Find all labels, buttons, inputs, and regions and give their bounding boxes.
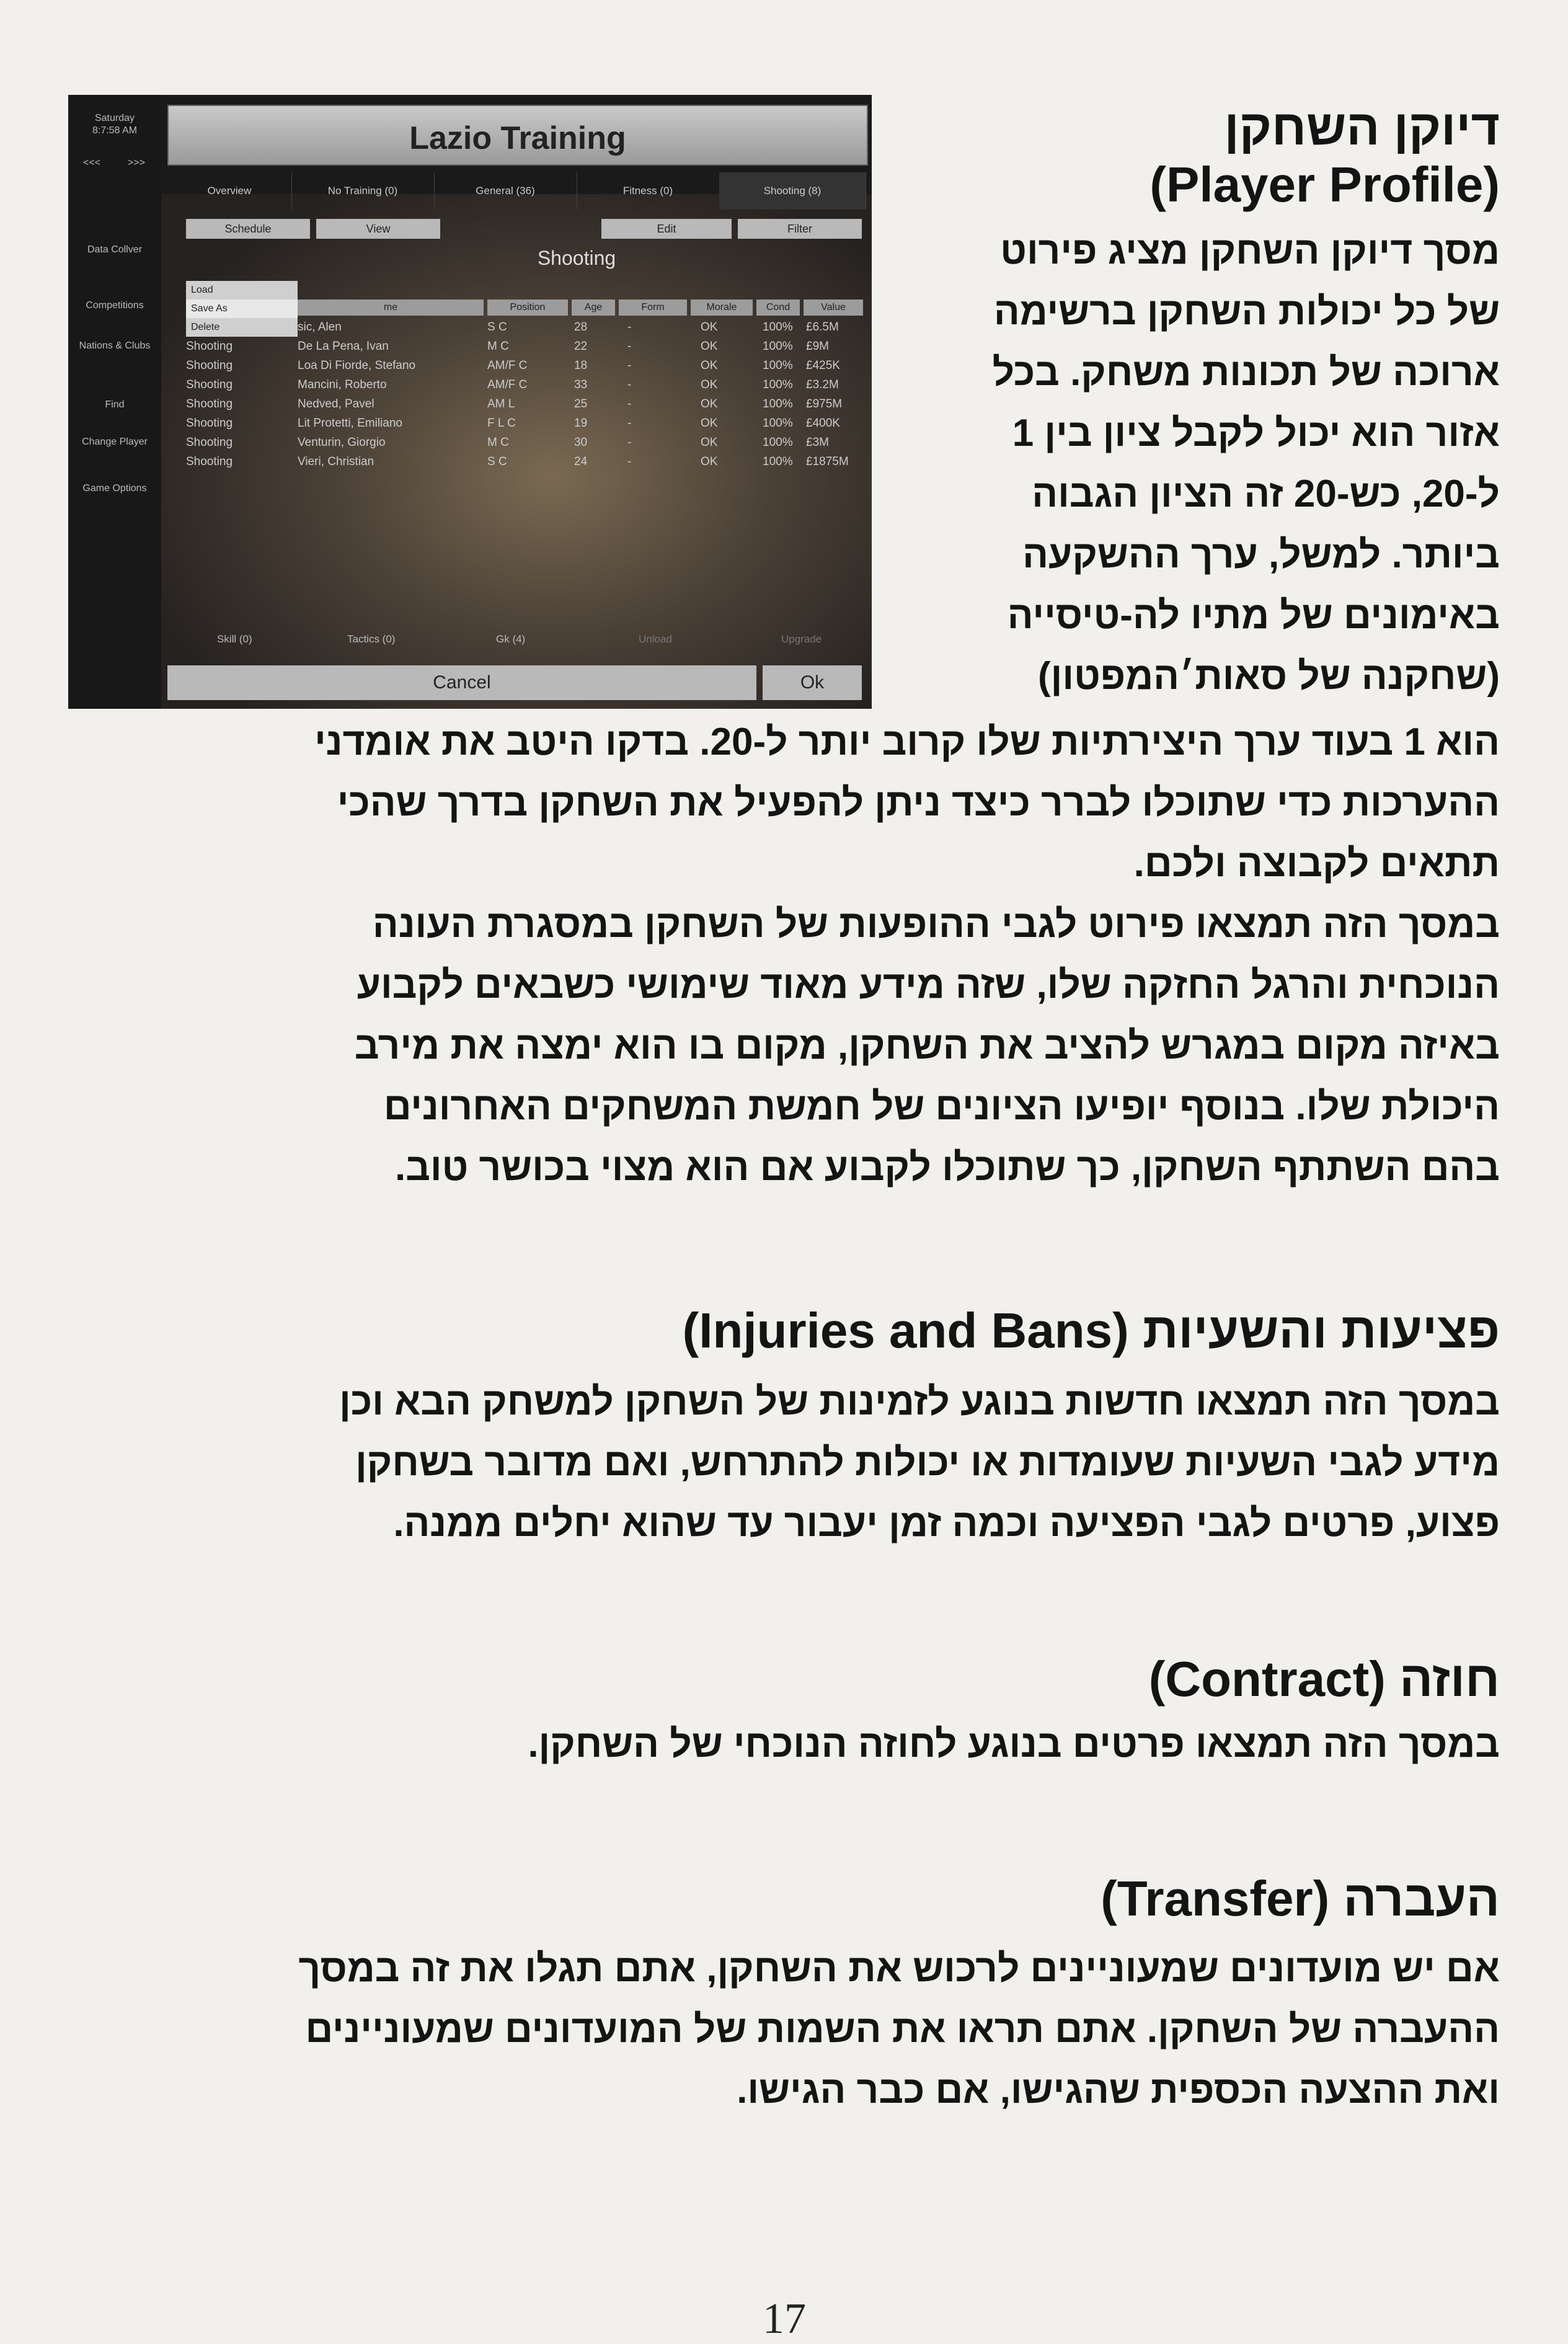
injuries-text <box>68 1372 1500 1554</box>
view-button[interactable]: View <box>316 219 440 239</box>
col-value[interactable]: Value <box>804 300 863 316</box>
heading-line: (Player Profile) <box>1149 157 1500 212</box>
col-position[interactable]: Position <box>487 300 568 316</box>
contract-text <box>68 1714 1500 1775</box>
section-contract <box>68 1651 1500 1708</box>
menu-item-delete[interactable]: Delete <box>191 322 220 332</box>
table-cell: Shooting <box>186 359 233 372</box>
table-cell: Shooting <box>186 417 233 430</box>
table-cell: £1875M <box>806 455 849 468</box>
table-cell: S C <box>487 455 507 468</box>
table-cell: 25 <box>574 397 588 411</box>
screenshot-titlebar <box>167 105 868 166</box>
table-cell: Venturin, Giorgio <box>298 436 386 449</box>
table-cell: £9M <box>806 340 829 353</box>
table-cell: Shooting <box>186 397 233 411</box>
tab-overview[interactable]: Overview <box>167 172 292 210</box>
tab-no-training[interactable]: No Training (0) <box>291 172 435 210</box>
sidebar-time: 8:7:58 AM <box>92 125 138 136</box>
section-label: Shooting <box>537 247 616 269</box>
lazio-training-screenshot <box>68 95 872 709</box>
text-line: ביותר. למשל, ערך ההשקעה <box>1022 533 1500 576</box>
table-cell: F L C <box>487 417 516 430</box>
text-line: מסך דיוקן השחקן מציג פירוט <box>1000 229 1500 272</box>
table-cell: - <box>627 340 632 353</box>
table-cell: 100% <box>763 436 793 449</box>
table-cell: 22 <box>574 340 588 353</box>
table-cell: 19 <box>574 417 588 430</box>
transfer-text <box>68 1938 1500 2121</box>
table-cell: 100% <box>763 340 793 353</box>
table-cell: £975M <box>806 397 843 411</box>
table-cell: Lit Protetti, Emiliano <box>298 417 402 430</box>
table-cell: sic, Alen <box>298 321 342 334</box>
bottom-tab[interactable]: Gk (4) <box>496 633 526 645</box>
table-cell: 100% <box>763 321 793 334</box>
col-age[interactable]: Age <box>572 300 615 316</box>
text-line: פצוע, פרטים לגבי הפציעה וכמה זמן יעבור עד שהוא יחלים ממנה. <box>393 1502 1500 1545</box>
tab-fitness[interactable]: Fitness (0) <box>577 172 720 210</box>
table-row[interactable] <box>186 337 868 356</box>
sidebar-item[interactable]: Data Collver <box>87 244 143 255</box>
cancel-button[interactable]: Cancel <box>167 665 756 700</box>
menu-item-load[interactable]: Load <box>191 285 213 295</box>
table-cell: £425K <box>806 359 840 372</box>
text-line: במסך הזה תמצאו פירוט לגבי ההופעות של השחקן במסגרת העונה <box>372 903 1500 946</box>
table-cell: 33 <box>574 378 588 391</box>
table-cell: Shooting <box>186 455 233 468</box>
text-line: אזור הוא יכול לקבל ציון בין 1 <box>1012 412 1500 455</box>
page-number: 17 <box>763 2295 806 2343</box>
text-line: מידע לגבי השעיות שעומדות או יכולות להתרחש, ואם מדובר בשחקן <box>355 1441 1500 1484</box>
text-line: הוא 1 בעוד ערך היצירתיות שלו קרוב יותר ל-20. בדקו היטב את אומדני <box>314 721 1500 763</box>
bottom-tab[interactable]: Tactics (0) <box>347 633 396 645</box>
table-cell: Shooting <box>186 378 233 391</box>
table-cell: Vieri, Christian <box>298 455 374 468</box>
text-line: באיזה מקום במגרש להציב את השחקן, מקום בו הוא ימצה את מירב <box>354 1024 1500 1067</box>
table-cell: 100% <box>763 455 793 468</box>
bottom-tab[interactable]: Upgrade <box>781 633 822 645</box>
col-form[interactable]: Form <box>619 300 687 316</box>
table-row[interactable] <box>186 357 868 375</box>
sidebar-item[interactable]: Competitions <box>86 300 144 311</box>
table-cell: OK <box>701 397 718 411</box>
table-cell: £6.5M <box>806 321 839 334</box>
heading-transfer: העברה (Transfer) <box>1101 1871 1500 1926</box>
table-row[interactable] <box>186 453 868 471</box>
text-line: ההעברה של השחקן. אתם תראו את השמות של המועדונים שמעוניינים <box>305 2008 1500 2051</box>
table-cell: Mancini, Roberto <box>298 378 387 391</box>
text-line: אם יש מועדונים שמעוניינים לרכוש את השחקן, אתם תגלו את זה במסך <box>298 1947 1500 1990</box>
table-cell: - <box>627 321 632 334</box>
col-name[interactable]: me <box>298 300 484 316</box>
table-cell: Loa Di Fiorde, Stefano <box>298 359 416 372</box>
table-cell: M C <box>487 436 509 449</box>
table-cell: AM/F C <box>487 378 528 391</box>
text-line: במסך הזה תמצאו פרטים בנוגע לחוזה הנוכחי של השחקן. <box>528 1723 1500 1765</box>
table-cell: AM/F C <box>487 359 528 372</box>
text-line: היכולת שלו. בנוסף יופיעו הציונים של חמשת המשחקים האחרונים <box>383 1085 1500 1128</box>
heading-player-profile <box>892 99 1500 213</box>
section-transfer <box>68 1870 1500 1927</box>
table-cell: £3.2M <box>806 378 839 391</box>
bottom-tab[interactable]: Unload <box>639 633 672 645</box>
menu-item-save-as[interactable]: Save As <box>186 300 298 318</box>
nav-forward-button[interactable]: >>> <box>127 158 146 168</box>
table-cell: OK <box>701 321 718 334</box>
text-line: של כל יכולות השחקן ברשימה <box>993 290 1500 333</box>
table-row[interactable] <box>186 395 868 414</box>
table-cell: - <box>627 397 632 411</box>
text-line: תתאים לקבוצה ולכם. <box>1133 842 1500 885</box>
sidebar-date: Saturday <box>94 113 135 123</box>
table-cell: 100% <box>763 378 793 391</box>
col-morale[interactable]: Morale <box>691 300 753 316</box>
text-line: ל-20, כש-20 זה הציון הגבוה <box>1032 473 1500 515</box>
table-cell: Nedved, Pavel <box>298 397 374 411</box>
table-cell: 100% <box>763 397 793 411</box>
table-row[interactable] <box>186 414 868 433</box>
table-cell: S C <box>487 321 507 334</box>
text-line: בהם השתתף השחקן, כך שתוכלו לקבוע אם הוא מצוי בכושר טוב. <box>395 1146 1500 1189</box>
table-cell: De La Pena, Ivan <box>298 340 389 353</box>
table-cell: 100% <box>763 359 793 372</box>
profile-narrow-text <box>892 221 1500 707</box>
section-player-profile <box>892 99 1500 213</box>
filter-button[interactable]: Filter <box>738 219 862 239</box>
text-line: ארוכה של תכונות משחק. בכל <box>992 351 1500 394</box>
sidebar-item[interactable]: Nations & Clubs <box>79 340 151 351</box>
tab-shooting[interactable]: Shooting (8) <box>719 172 866 210</box>
table-cell: - <box>627 417 632 430</box>
tab-general[interactable]: General (36) <box>434 172 577 210</box>
screenshot-title: Lazio Training <box>409 120 626 156</box>
schedule-button[interactable]: Schedule <box>186 219 310 239</box>
heading-injuries: פציעות והשעיות (Injuries and Bans) <box>682 1303 1500 1358</box>
sidebar-item[interactable]: Change Player <box>82 437 148 447</box>
table-cell: 24 <box>574 455 588 468</box>
text-line: במסך הזה תמצאו חדשות בנוגע לזמינות של השחקן למשחק הבא וכן <box>339 1380 1500 1423</box>
sidebar-item[interactable]: Find <box>105 399 125 410</box>
table-cell: 100% <box>763 417 793 430</box>
section-injuries <box>68 1302 1500 1359</box>
table-cell: OK <box>701 455 718 468</box>
table-row[interactable] <box>186 376 868 394</box>
ok-button[interactable]: Ok <box>763 665 862 700</box>
table-cell: OK <box>701 436 718 449</box>
table-cell: - <box>627 436 632 449</box>
table-row[interactable] <box>186 318 868 337</box>
text-line: באימונים של מתיו לה-טיסייה <box>1007 594 1500 637</box>
heading-line: דיוקן השחקן <box>1224 100 1500 155</box>
table-cell: Shooting <box>186 340 233 353</box>
table-cell: OK <box>701 378 718 391</box>
table-row[interactable] <box>186 433 868 452</box>
text-line: ואת ההצעה הכספית שהגישו, אם כבר הגישו. <box>737 2069 1500 2111</box>
table-cell: - <box>627 378 632 391</box>
table-cell: £3M <box>806 436 829 449</box>
game-sidebar <box>68 95 161 709</box>
table-cell: OK <box>701 359 718 372</box>
table-cell: £400K <box>806 417 840 430</box>
screenshot-tabs <box>167 172 866 210</box>
text-line: (שחקנה של סאות׳המפטון) <box>1038 655 1500 698</box>
text-line: הנוכחית והרגל החזקה שלו, שזה מידע מאוד שימושי כשבאים לקבוע <box>357 964 1500 1006</box>
table-cell: 30 <box>574 436 588 449</box>
table-cell: OK <box>701 340 718 353</box>
text-line: ההערכות כדי שתוכלו לברר כיצד ניתן להפעיל את השחקן בדרך שהכי <box>337 781 1500 824</box>
bottom-tab[interactable]: Skill (0) <box>217 633 252 645</box>
table-cell: M C <box>487 340 509 353</box>
table-cell: AM L <box>487 397 515 411</box>
nav-back-button[interactable]: <<< <box>82 158 101 168</box>
heading-contract: חוזה (Contract) <box>1148 1651 1500 1707</box>
col-cond[interactable]: Cond <box>756 300 800 316</box>
sidebar-item[interactable]: Game Options <box>82 483 147 494</box>
table-cell: 18 <box>574 359 588 372</box>
table-cell: 28 <box>574 321 588 334</box>
profile-wide-text <box>68 712 1500 1198</box>
table-cell: OK <box>701 417 718 430</box>
table-cell: Shooting <box>186 436 233 449</box>
table-cell: - <box>627 455 632 468</box>
edit-button[interactable]: Edit <box>601 219 732 239</box>
table-cell: - <box>627 359 632 372</box>
